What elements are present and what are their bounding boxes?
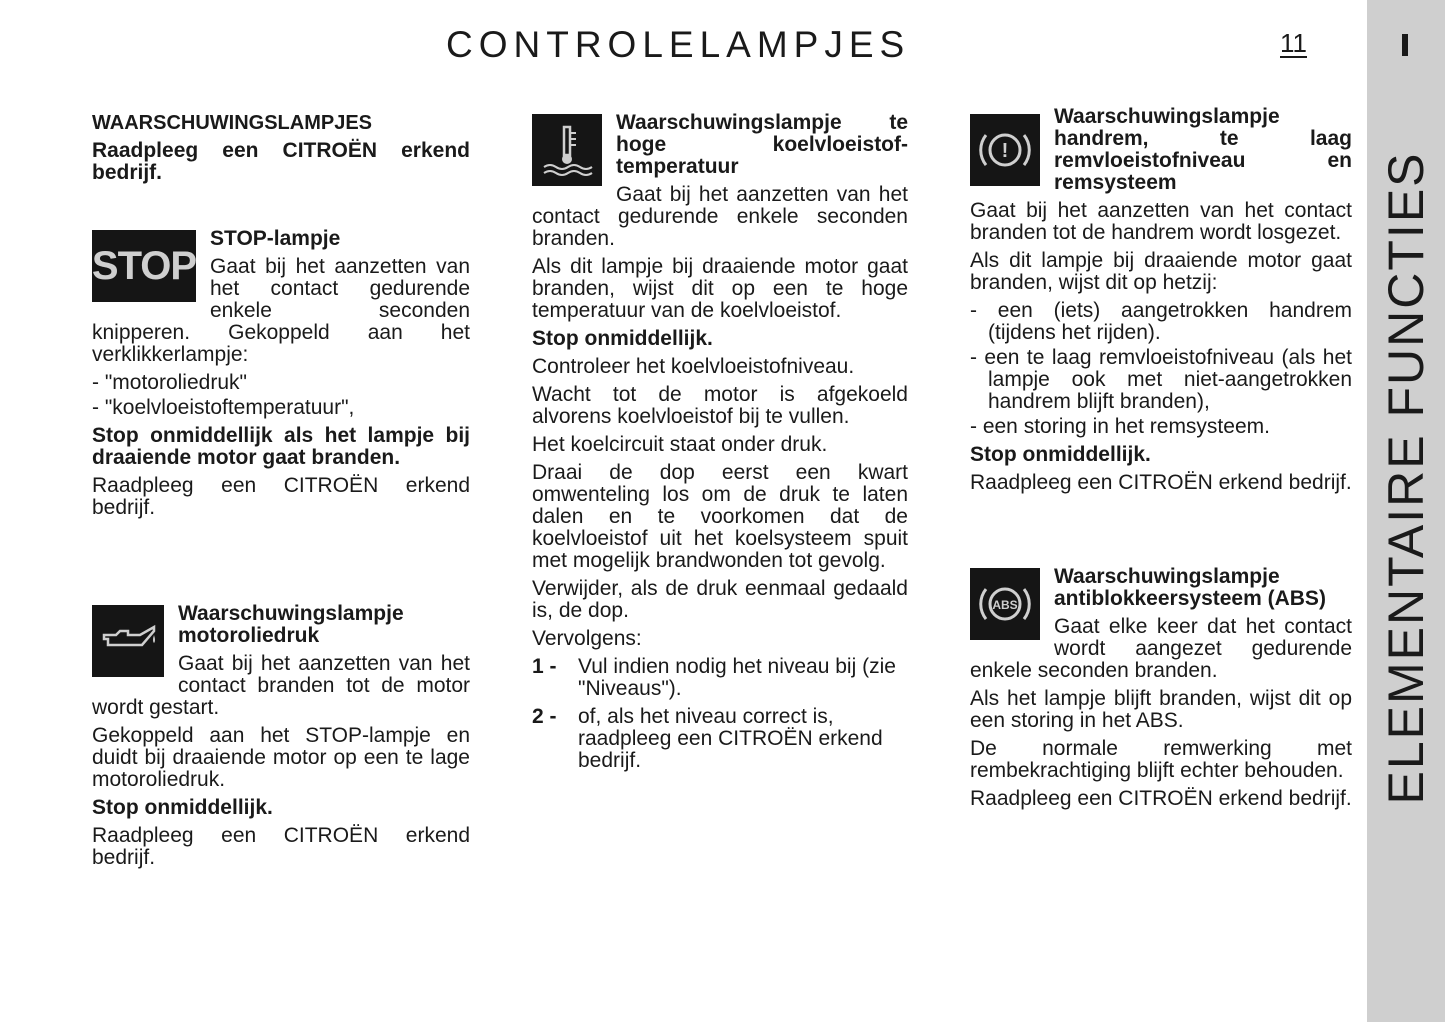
coolant-text-7: Verwijder, als de druk eenmaal gedaald is, de dop. bbox=[532, 577, 908, 622]
thermometer-icon bbox=[540, 123, 594, 177]
brake-text-2: Als dit lampje bij draaiende motor gaat branden, wijst dit op hetzij: bbox=[970, 249, 1352, 294]
intro-text: Raadpleeg een CITROËN erkend bedrijf. bbox=[92, 139, 470, 184]
svg-text:!: ! bbox=[1001, 140, 1009, 162]
abs-text-1: Gaat elke keer dat het contact wordt aangezet gedurende enkele seconden branden. bbox=[970, 615, 1352, 682]
coolant-text-4: Wacht tot de motor is afgekoeld alvorens koelvloeistof bij te vullen. bbox=[532, 383, 908, 428]
oil-pressure-text-1: Gaat bij het aanzetten van het contact branden tot de motor wordt gestart. bbox=[92, 652, 470, 719]
abs-symbol-icon bbox=[976, 575, 1034, 633]
step-text: of, als het niveau correct is, raadpleeg een CITROËN erkend bedrijf. bbox=[578, 705, 883, 772]
list-item: - een te laag remvloeistofniveau (als het lampje ook met niet-aangetrokken handrem blijft branden), bbox=[970, 346, 1352, 413]
list-item: - een storing in het remsysteem. bbox=[970, 415, 1270, 438]
abs-text-3: De normale remwerking met rembekrachtiging blijft echter behouden. bbox=[970, 737, 1352, 782]
coolant-temperature-icon bbox=[532, 114, 602, 186]
list-item: - een (iets) aangetrokken handrem (tijdens het rijden). bbox=[970, 299, 1352, 344]
stop-lamp-title: STOP-lampje bbox=[210, 227, 341, 250]
list-item: - "koelvloeistoftemperatuur", bbox=[92, 396, 355, 419]
coolant-text-5: Het koelcircuit staat onder druk. bbox=[532, 433, 828, 456]
brake-warning-title: Waarschuwingslampje handrem, te laag remvloeistofniveau en remsysteem bbox=[1054, 105, 1352, 194]
brake-symbol-icon bbox=[976, 121, 1034, 179]
tab-marker bbox=[1402, 34, 1408, 56]
coolant-text-3: Controleer het koelvloeistofniveau. bbox=[532, 355, 855, 378]
list-item: - "motoroliedruk" bbox=[92, 371, 247, 394]
stop-lamp-list bbox=[92, 372, 470, 419]
list-item bbox=[532, 706, 908, 772]
stop-icon-text: STOP bbox=[91, 244, 197, 288]
stop-lamp-block bbox=[92, 228, 470, 519]
coolant-text-1: Gaat bij het aanzetten van het contact gedurende enkele seconden branden. bbox=[532, 183, 908, 250]
coolant-text-6: Draai de dop eerst een kwart omwenteling los om de druk te laten dalen en te voorkomen dat de koelvloeistof uit het koelsysteem spuit met mogelijk brandwonden tot gevolg. bbox=[532, 461, 908, 572]
oil-pressure-text-2: Gekoppeld aan het STOP-lampje en duidt bij draaiende motor op een te lage motoroliedruk. bbox=[92, 724, 470, 791]
coolant-temperature-title: Waarschuwingslampje te hoge koelvloeistof-temperatuur bbox=[616, 111, 908, 178]
abs-text-2: Als het lampje blijft branden, wijst dit op een storing in het ABS. bbox=[970, 687, 1352, 732]
step-number: 1 - bbox=[532, 655, 557, 678]
side-tab-label: ELEMENTAIRE FUNCTIES bbox=[1378, 151, 1434, 805]
abs-icon-text: ABS bbox=[992, 598, 1018, 612]
oil-pressure-warning: Stop onmiddellijk. bbox=[92, 796, 273, 819]
coolant-text-8: Vervolgens: bbox=[532, 627, 642, 650]
brake-text-1: Gaat bij het aanzetten van het contact branden tot de handrem wordt losgezet. bbox=[970, 199, 1352, 244]
oil-pressure-block bbox=[92, 525, 470, 869]
brake-causes-list bbox=[970, 300, 1352, 438]
oil-can-icon-graphic bbox=[98, 621, 158, 661]
stop-lamp-icon bbox=[92, 230, 196, 302]
page-title: CONTROLELAMPJES bbox=[446, 24, 911, 65]
brake-warning-block bbox=[970, 106, 1352, 494]
coolant-steps bbox=[532, 656, 908, 772]
abs-warning-icon bbox=[970, 568, 1040, 640]
coolant-warning: Stop onmiddellijk. bbox=[532, 327, 713, 350]
brake-warning-icon bbox=[970, 114, 1040, 186]
list-item bbox=[532, 656, 908, 700]
oil-pressure-title: Waarschuwingslampje motoroliedruk bbox=[178, 602, 404, 647]
stop-lamp-text: Gaat bij het aanzetten van het contact gedurende enkele seconden knipperen. Gekoppeld aan het verklikkerlampje: bbox=[92, 255, 470, 366]
page-number: 11 bbox=[1280, 28, 1307, 58]
abs-warning-title: Waarschuwingslampje antiblokkeersysteem (ABS) bbox=[1054, 565, 1326, 610]
brake-advice: Raadpleeg een CITROËN erkend bedrijf. bbox=[970, 471, 1352, 494]
abs-advice: Raadpleeg een CITROËN erkend bedrijf. bbox=[970, 787, 1352, 810]
coolant-text-2: Als dit lampje bij draaiende motor gaat branden, wijst dit op een te hoge temperatuur van de koelvloeistof. bbox=[532, 255, 908, 322]
step-number: 2 - bbox=[532, 705, 557, 728]
column-2 bbox=[532, 112, 908, 778]
section-heading: WAARSCHUWINGSLAMPJES bbox=[92, 112, 373, 134]
brake-warning: Stop onmiddellijk. bbox=[970, 443, 1151, 466]
oil-can-icon bbox=[92, 605, 164, 677]
step-text: Vul indien nodig het niveau bij (zie "Niveaus"). bbox=[578, 655, 896, 700]
column-3 bbox=[970, 106, 1352, 816]
column-1 bbox=[92, 112, 470, 875]
coolant-temperature-block bbox=[532, 112, 908, 772]
abs-warning-block bbox=[970, 500, 1352, 810]
oil-pressure-advice: Raadpleeg een CITROËN erkend bedrijf. bbox=[92, 824, 470, 869]
side-tab bbox=[1367, 0, 1445, 1022]
stop-lamp-warning: Stop onmiddellijk als het lampje bij draaiende motor gaat branden. bbox=[92, 424, 470, 469]
stop-lamp-advice: Raadpleeg een CITROËN erkend bedrijf. bbox=[92, 474, 470, 519]
